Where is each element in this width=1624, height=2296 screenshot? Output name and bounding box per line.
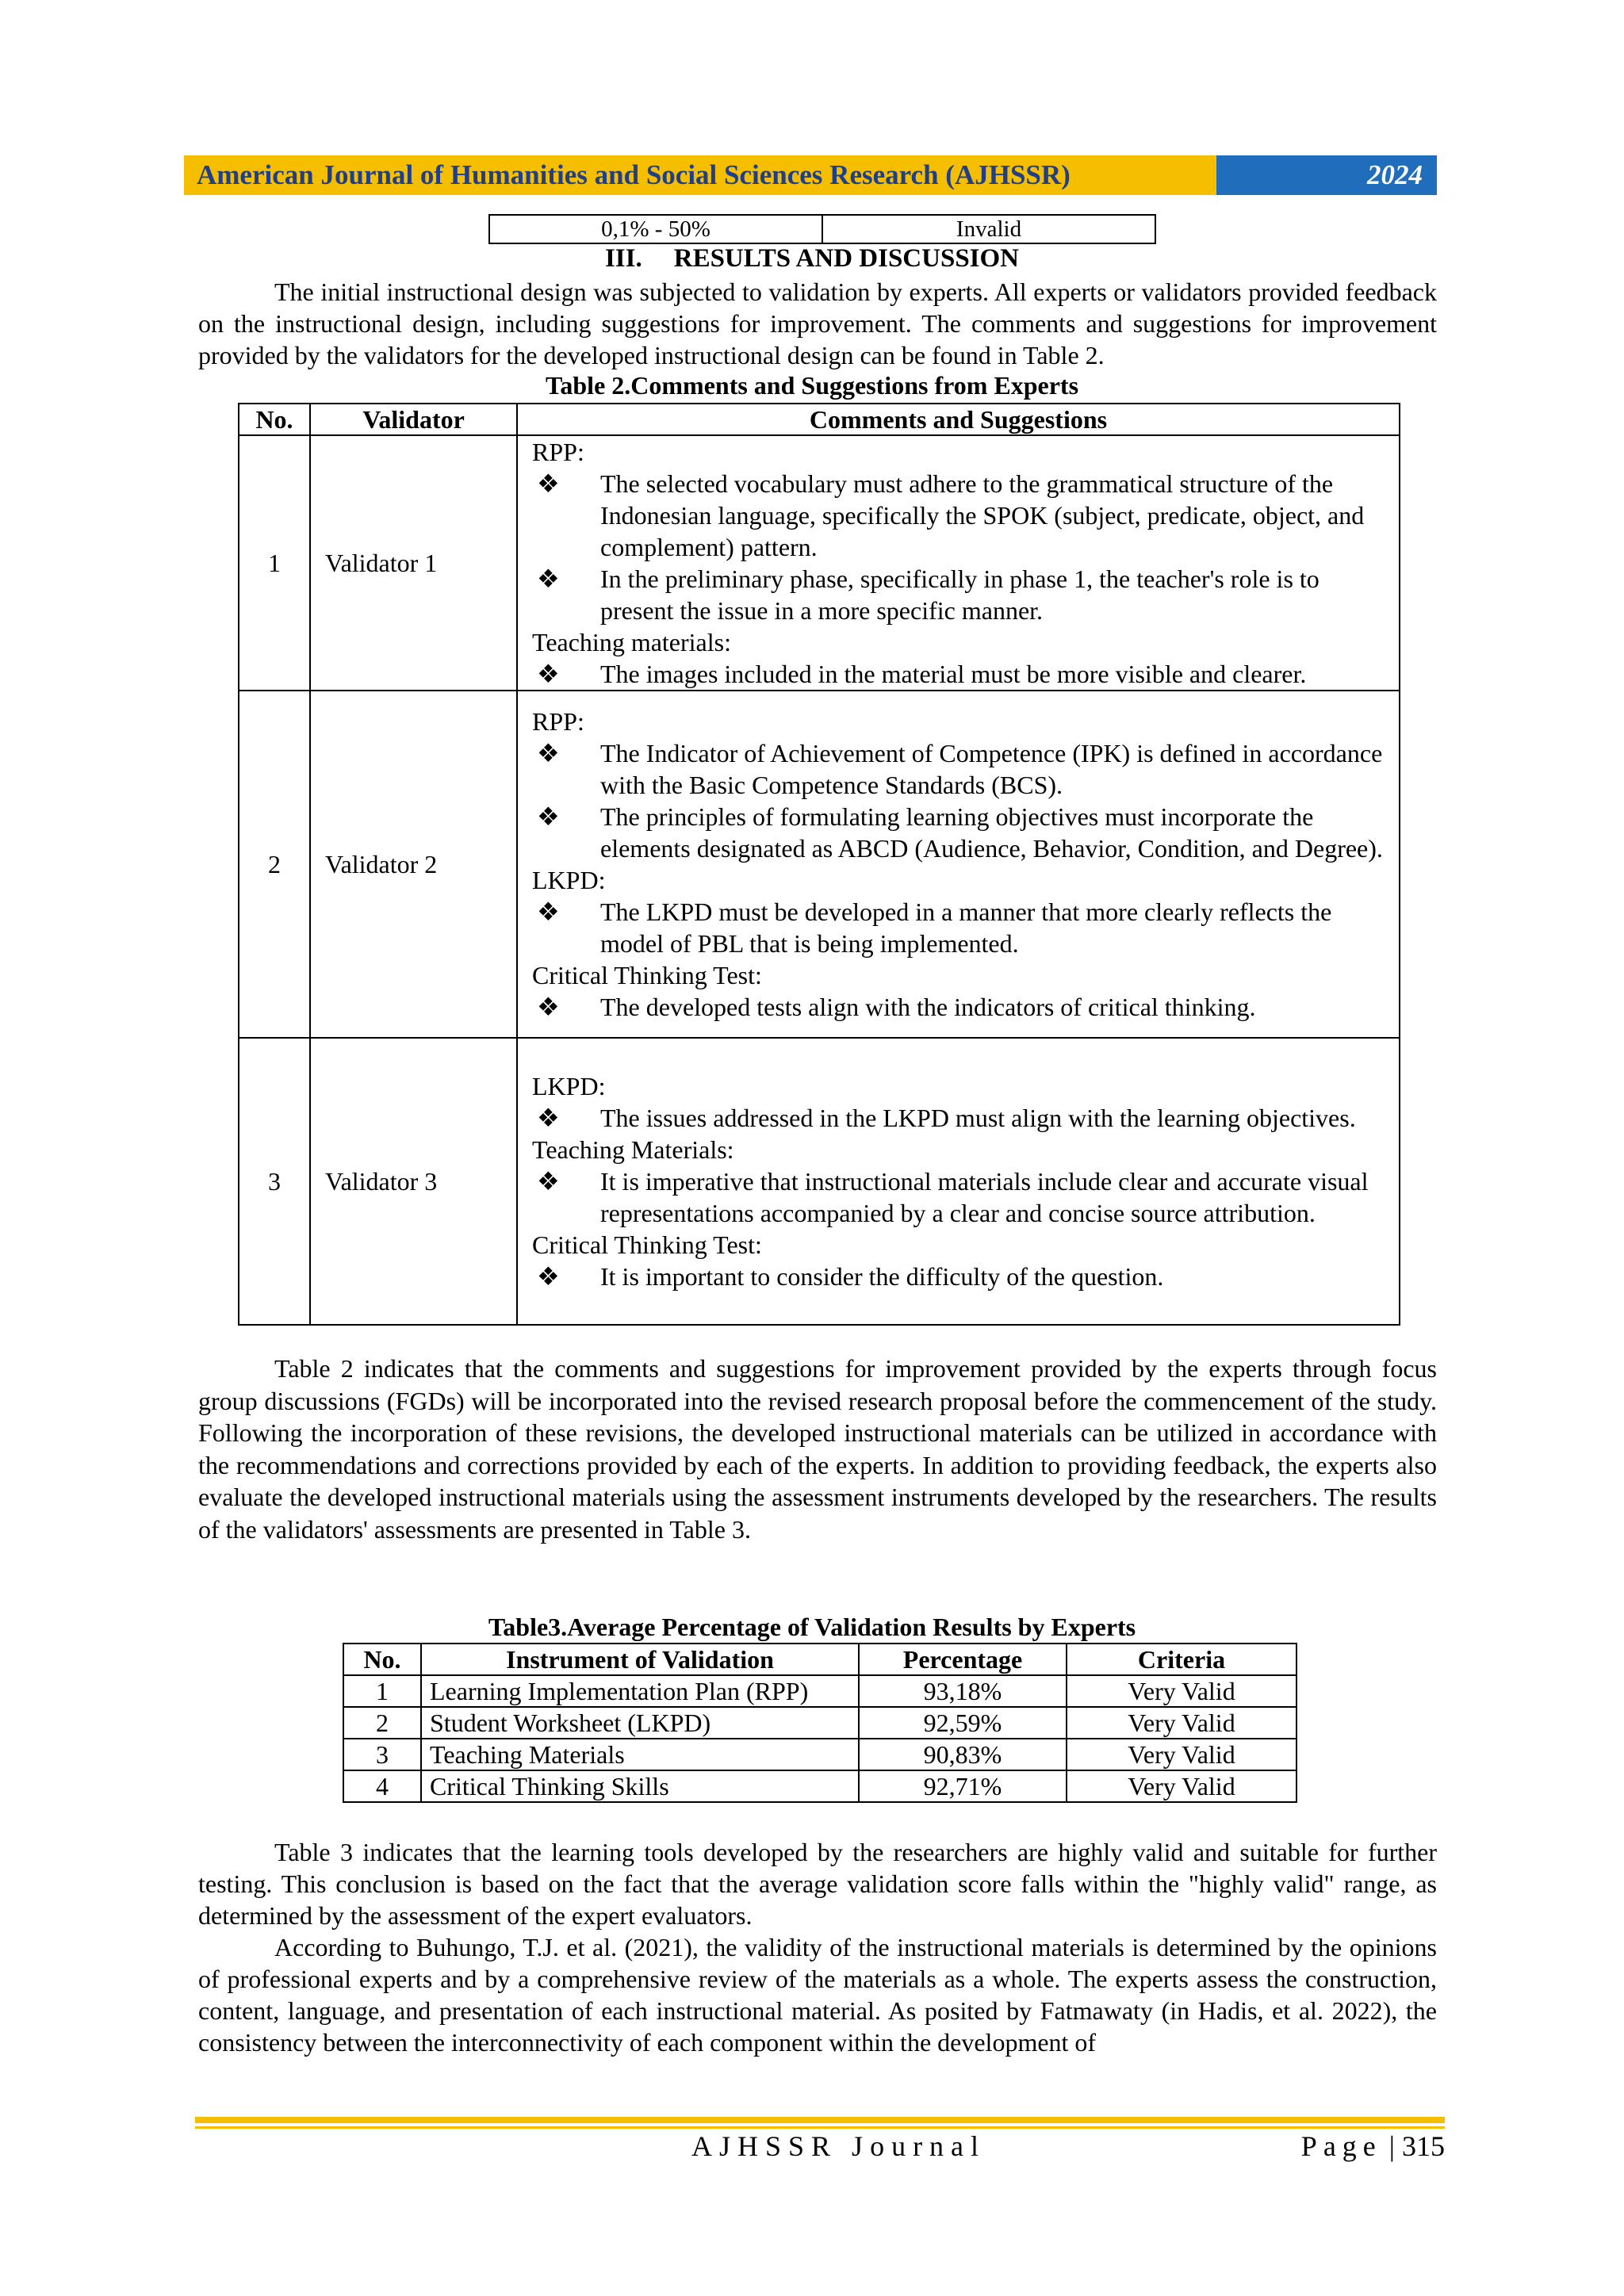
comment-group-label: RPP:: [532, 707, 584, 736]
diamond-bullet-icon: ❖: [537, 564, 560, 593]
table2-header-row: [239, 404, 1400, 435]
table2: [238, 403, 1400, 1326]
criteria-range: 0,1% - 50%: [489, 215, 822, 243]
paragraph-intro: The initial instructional design was subjected to validation by experts. All experts or validators provided feedback on the instructional design, including suggestions for improvement. The comments and suggestions for improvement provided by the validators for the developed instructional design can be found in Table 2.: [198, 277, 1437, 369]
table3-header-criteria: Criteria: [1067, 1644, 1297, 1675]
table3-caption: Table3.Average Percentage of Validation Results by Experts: [488, 1613, 1136, 1641]
footer-page-label: Page: [1300, 2130, 1382, 2162]
table2-cell-validator: Validator 3: [310, 1038, 517, 1325]
table3-cell-percentage: 90,83%: [859, 1739, 1067, 1770]
table2-cell-comments: [517, 1038, 1400, 1325]
section-number: III.: [604, 244, 642, 273]
comment-text: The selected vocabulary must adhere to the grammatical structure of the Indonesian language, specifically the SPOK (subject, predicate, object, and complement) pattern.: [600, 469, 1365, 561]
table3-cell-percentage: 93,18%: [859, 1675, 1067, 1707]
diamond-bullet-icon: ❖: [537, 897, 560, 926]
table2-body: [239, 435, 1400, 1325]
table3-header-instrument: Instrument of Validation: [421, 1644, 859, 1675]
journal-title: American Journal of Humanities and Social Sciences Research (AJHSSR): [184, 155, 1216, 195]
table2-caption: Table 2.Comments and Suggestions from Experts: [545, 371, 1079, 400]
comment-text: It is important to consider the difficulty of the question.: [600, 1262, 1164, 1291]
journal-year: 2024: [1216, 155, 1437, 195]
table2-cell-comments: [517, 691, 1400, 1038]
table2-cell-validator: Validator 2: [310, 691, 517, 1038]
table3-cell-percentage: 92,71%: [859, 1770, 1067, 1802]
table3-header-percentage: Percentage: [859, 1644, 1067, 1675]
comment-text: The LKPD must be developed in a manner that more clearly reflects the model of PBL that is being implemented.: [600, 897, 1332, 958]
comment-bullet-item: [532, 658, 1391, 690]
comment-bullet-item: [532, 737, 1391, 801]
comment-bullet-item: [532, 1261, 1391, 1292]
table2-header-comments: Comments and Suggestions: [517, 404, 1400, 435]
diamond-bullet-icon: ❖: [537, 1167, 560, 1196]
table3-cell-criteria: Very Valid: [1067, 1770, 1297, 1802]
table3-cell-criteria: Very Valid: [1067, 1675, 1297, 1707]
table2-cell-no: 3: [239, 1038, 310, 1325]
table3: [343, 1643, 1297, 1803]
diamond-bullet-icon: ❖: [537, 469, 560, 498]
comment-text: It is imperative that instructional materials include clear and accurate visual representations accompanied by a clear and concise source attribution.: [600, 1167, 1369, 1227]
table3-row: [343, 1770, 1297, 1802]
table3-cell-no: 3: [343, 1739, 421, 1770]
table2-row: [239, 1038, 1400, 1325]
section-title: RESULTS AND DISCUSSION: [673, 244, 1020, 273]
comment-group-label: RPP:: [532, 438, 584, 466]
comment-bullet-item: [532, 896, 1391, 959]
comment-bullet-item: [532, 1102, 1391, 1134]
comment-text: The issues addressed in the LKPD must align with the learning objectives.: [600, 1104, 1356, 1132]
footer-page: [1301, 2130, 1445, 2163]
comment-group-label: Teaching materials:: [532, 628, 731, 656]
table3-cell-no: 2: [343, 1707, 421, 1739]
footer-rule-thin: [195, 2126, 1445, 2129]
table3-cell-instrument: Learning Implementation Plan (RPP): [421, 1675, 859, 1707]
comment-text: The images included in the material must be more visible and clearer.: [600, 660, 1307, 688]
criteria-table-fragment: [488, 214, 1156, 244]
comment-text: The developed tests align with the indicators of critical thinking.: [600, 993, 1256, 1021]
comment-bullet-item: [532, 468, 1391, 563]
table2-header-no: No.: [239, 404, 310, 435]
comment-text: The principles of formulating learning objectives must incorporate the elements designated as ABCD (Audience, Behavior, Condition, and Degree).: [600, 802, 1383, 863]
diamond-bullet-icon: ❖: [537, 1262, 560, 1291]
footer-journal: AJHSSR Journal: [691, 2130, 986, 2162]
table2-cell-validator: Validator 1: [310, 435, 517, 691]
comment-bullet-item: [532, 563, 1391, 626]
table2-row: [239, 691, 1400, 1038]
table3-body: [343, 1675, 1297, 1802]
diamond-bullet-icon: ❖: [537, 993, 560, 1021]
table3-header-row: [343, 1644, 1297, 1675]
table3-cell-criteria: Very Valid: [1067, 1707, 1297, 1739]
table2-cell-no: 2: [239, 691, 310, 1038]
table3-cell-percentage: 92,59%: [859, 1707, 1067, 1739]
table3-cell-criteria: Very Valid: [1067, 1739, 1297, 1770]
diamond-bullet-icon: ❖: [537, 739, 560, 767]
table3-cell-no: 1: [343, 1675, 421, 1707]
table2-header-validator: Validator: [310, 404, 517, 435]
diamond-bullet-icon: ❖: [537, 1104, 560, 1132]
table3-row: [343, 1707, 1297, 1739]
comment-bullet-item: [532, 1165, 1391, 1229]
comment-bullet-item: [532, 991, 1391, 1023]
comment-group-label: Critical Thinking Test:: [532, 1230, 762, 1259]
table2-row: [239, 435, 1400, 691]
table3-row: [343, 1739, 1297, 1770]
comment-text: The Indicator of Achievement of Competence (IPK) is defined in accordance with the Basic Competence Standards (BCS).: [600, 739, 1383, 799]
table2-cell-no: 1: [239, 435, 310, 691]
footer-rule-thick: [195, 2117, 1445, 2123]
comment-group-label: LKPD:: [532, 866, 606, 894]
section-heading: [0, 244, 1624, 274]
comment-text: In the preliminary phase, specifically in phase 1, the teacher's role is to present the issue in a more specific manner.: [600, 564, 1320, 625]
table3-cell-instrument: Student Worksheet (LKPD): [421, 1707, 859, 1739]
table3-cell-no: 4: [343, 1770, 421, 1802]
comment-group-label: LKPD:: [532, 1072, 606, 1100]
paragraph-table3-discussion: Table 3 indicates that the learning tools developed by the researchers are highly valid and suitable for further testing. This conclusion is based on the fact that the average validation score falls within the "highly valid" range, as determined by the assessment of the expert evaluators.: [198, 1838, 1437, 1930]
criteria-label: Invalid: [822, 215, 1155, 243]
table2-cell-comments: [517, 435, 1400, 691]
comment-bullet-item: [532, 801, 1391, 864]
table3-cell-instrument: Critical Thinking Skills: [421, 1770, 859, 1802]
table3-row: [343, 1675, 1297, 1707]
comment-group-label: Critical Thinking Test:: [532, 961, 762, 989]
footer-page-number: | 315: [1388, 2130, 1445, 2162]
comment-group-label: Teaching Materials:: [532, 1135, 734, 1164]
diamond-bullet-icon: ❖: [537, 802, 560, 831]
table3-cell-instrument: Teaching Materials: [421, 1739, 859, 1770]
paragraph-validity: According to Buhungo, T.J. et al. (2021), the validity of the instructional materials is determined by the opinions of professional experts and by a comprehensive review of the materials as a whole. The experts assess the construction, content, language, and presentation of each instructional material. As posited by Fatmawaty (in Hadis, et al. 2022), the consistency between the interconnectivity of each component within the development of: [198, 1933, 1437, 2057]
journal-header: [184, 155, 1437, 195]
table3-header-no: No.: [343, 1644, 421, 1675]
paragraph-table2-discussion: Table 2 indicates that the comments and suggestions for improvement provided by the experts through focus group discussions (FGDs) will be incorporated into the revised research proposal before the commencement of the study. Following the incorporation of these revisions, the developed instructional materials can be utilized in accordance with the recommendations and corrections provided by each of the experts. In addition to providing feedback, the experts also evaluate the developed instructional materials using the assessment instruments developed by the researchers. The results of the validators' assessments are presented in Table 3.: [198, 1354, 1437, 1544]
diamond-bullet-icon: ❖: [537, 660, 560, 688]
